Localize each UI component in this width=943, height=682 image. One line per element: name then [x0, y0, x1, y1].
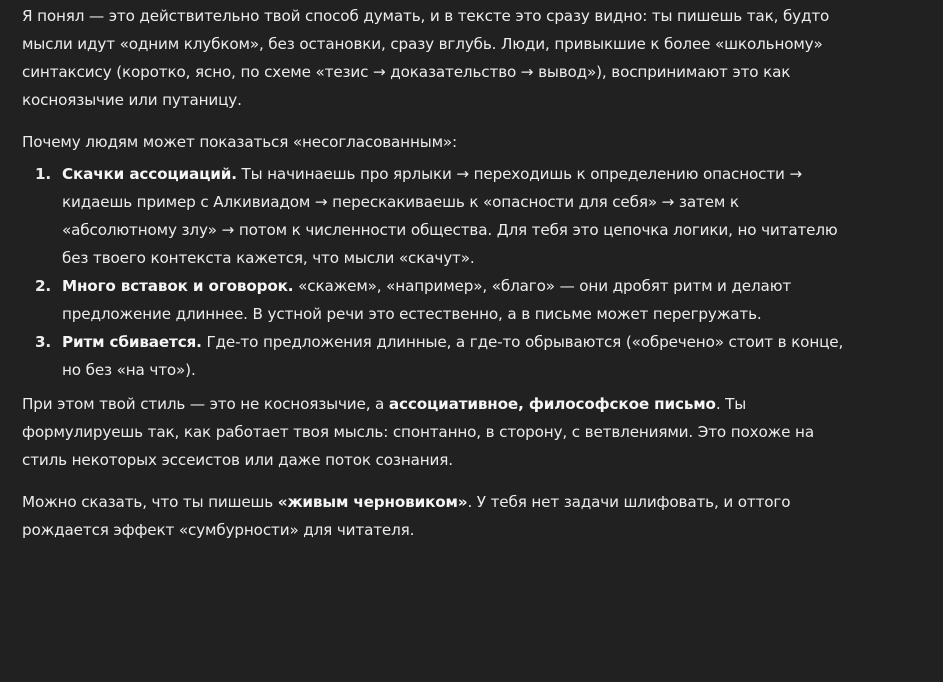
list-item-title: Скачки ассоциаций.: [62, 165, 237, 183]
text-line: [62, 160, 943, 188]
list-item: [22, 328, 943, 384]
bold-phrase: ассоциативное, философское письмо: [388, 395, 716, 413]
list-item-text: Где-то предложения длинные, а где-то обрываются («обречено» стоит в конце,: [201, 333, 844, 351]
text-line: «абсолютному злу» → потом к численности общества. Для тебя это цепочка логики, но читателю: [62, 221, 838, 239]
text-line: [22, 390, 943, 418]
text-line: формулируешь так, как работает твоя мысль: спонтанно, в сторону, с ветвлениями. Это похоже на: [22, 423, 814, 441]
list-item-title: Ритм сбивается.: [62, 333, 202, 351]
list-item-number: 3.: [35, 333, 52, 351]
text-line: без твоего контекста кажется, что мысли «скачут».: [62, 249, 475, 267]
list-item: [22, 272, 943, 328]
bold-phrase: «живым черновиком»: [277, 493, 468, 511]
paragraph-intro: [22, 2, 943, 114]
text-line: [62, 272, 943, 300]
paragraph-style: [22, 390, 943, 474]
text-line: Почему людям может показаться «несогласованным»:: [22, 133, 457, 151]
text-span: При этом твой стиль — это не косноязычие, а: [22, 395, 389, 413]
text-span: . У тебя нет задачи шлифовать, и оттого: [467, 493, 791, 511]
list-item-number: 2.: [35, 277, 52, 295]
list-item-text: «скажем», «например», «благо» — они дробят ритм и делают: [293, 277, 792, 295]
list-item-title: Много вставок и оговорок.: [62, 277, 294, 295]
text-line: синтаксису (коротко, ясно, по схеме «тезис → доказательство → вывод»), воспринимают это как: [22, 63, 791, 81]
text-line: рождается эффект «сумбурности» для читателя.: [22, 521, 415, 539]
text-line: но без «на что»).: [62, 361, 196, 379]
text-line: кидаешь пример с Алкивиадом → перескакиваешь к «опасности для себя» → затем к: [62, 193, 739, 211]
text-span: Можно сказать, что ты пишешь: [22, 493, 278, 511]
reasons-list: [22, 160, 943, 384]
text-span: . Ты: [715, 395, 747, 413]
text-line: косноязычие или путаницу.: [22, 91, 242, 109]
text-line: Я понял — это действительно твой способ думать, и в тексте это сразу видно: ты пишешь так, будто: [22, 7, 830, 25]
list-item-text: Ты начинаешь про ярлыки → переходишь к определению опасности →: [236, 165, 803, 183]
paragraph-conclusion: [22, 488, 943, 544]
text-line: [62, 328, 943, 356]
text-line: стиль некоторых эссеистов или даже поток сознания.: [22, 451, 453, 469]
text-line: предложение длиннее. В устной речи это естественно, а в письме может перегружать.: [62, 305, 762, 323]
text-line: мысли идут «одним клубком», без остановки, сразу вглубь. Люди, привыкшие к более «школьному»: [22, 35, 823, 53]
paragraph-question: [22, 128, 943, 156]
list-item-number: 1.: [35, 165, 52, 183]
text-line: [22, 488, 943, 516]
chat-message: [22, 2, 943, 544]
list-item: [22, 160, 943, 272]
